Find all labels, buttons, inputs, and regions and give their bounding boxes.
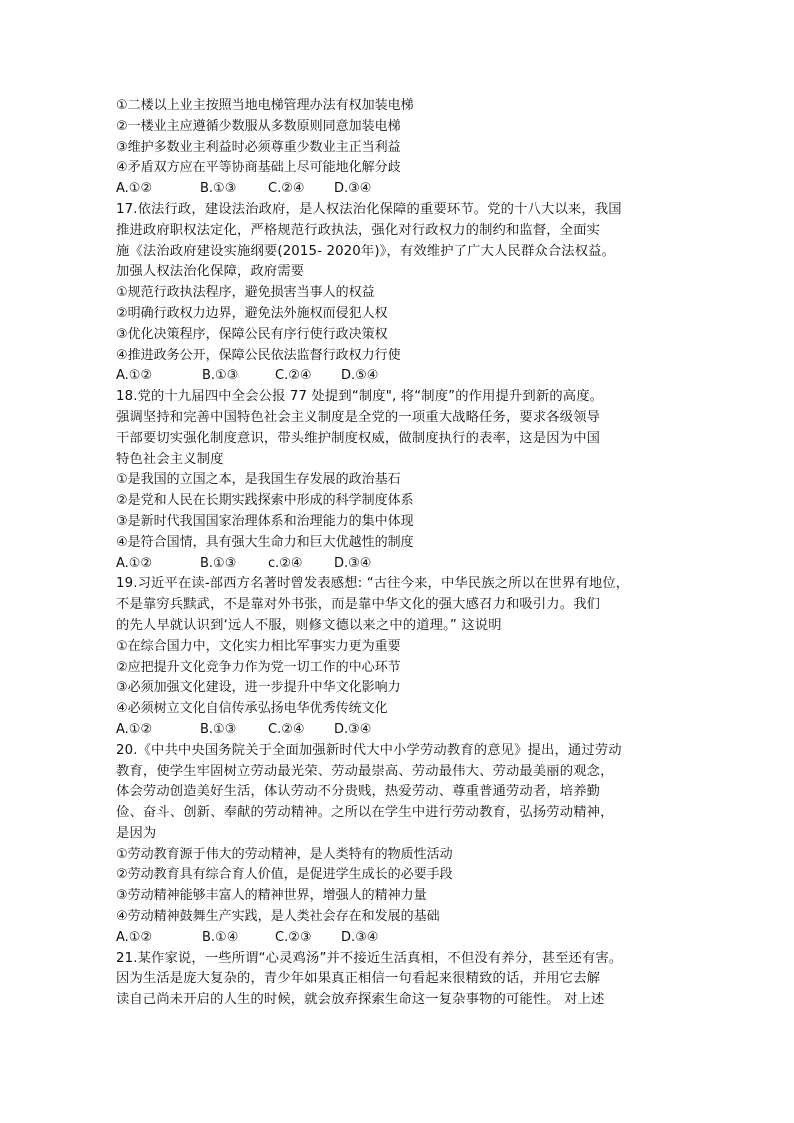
question-stem-line: 的先人早就认识到‘远人不服，则修文德以来之中的道理。” 这说明 bbox=[116, 617, 502, 633]
statement-2: ②是党和人民在长期实践探索中形成的科学制度体系 bbox=[116, 493, 414, 509]
question-20 bbox=[116, 741, 676, 949]
statement-2: ②应把提升文化竞争力作为党一切工作的中心环节 bbox=[116, 659, 401, 675]
question-stem-line: 体会劳动创造美好生活，体认劳动不分贵贱，热爱劳动、尊重普通劳动者，培养勤 bbox=[116, 784, 601, 800]
statement-3: ③优化决策程序，保障公民有序行使行政决策权 bbox=[116, 326, 388, 342]
statement-4: ④必须树立文化自信传承弘扬电华优秀传统文化 bbox=[116, 701, 388, 717]
question-18 bbox=[116, 387, 676, 574]
statement-4: ④推进政务公开，保障公民依法监督行政权力行使 bbox=[116, 347, 401, 363]
option-a: A.①② bbox=[116, 181, 153, 197]
answer-options bbox=[116, 554, 676, 575]
question-stem-line: 21.某作家说，一些所谓“心灵鸡汤”并不接近生活真相，不但没有养分，甚至还有害。 bbox=[116, 950, 623, 966]
question-16 bbox=[116, 96, 676, 200]
question-stem-line: 不是靠穷兵黩武，不是靠对外书张，而是靠中华文化的强大感召力和吸引力。我们 bbox=[116, 597, 601, 613]
question-21 bbox=[116, 949, 676, 1011]
option-c: c.②④ bbox=[268, 555, 303, 571]
statement-1: ①是我国的立国之本，是我国生存发展的政治基石 bbox=[116, 472, 401, 488]
statement-1: ①在综合国力中，文化实力相比军事实力更为重要 bbox=[116, 638, 401, 654]
option-a: A.①② bbox=[116, 929, 153, 945]
option-c: C.②③ bbox=[275, 929, 312, 945]
option-b: B.①④ bbox=[202, 929, 239, 945]
statement-3: ③是新时代我国国家治理体系和治理能力的集中体现 bbox=[116, 513, 414, 529]
answer-options bbox=[116, 720, 676, 741]
question-stem-line: 是因为 bbox=[116, 825, 157, 841]
option-b: B.①③ bbox=[202, 368, 239, 384]
option-d: D.③④ bbox=[334, 181, 372, 197]
statement-3: ③必须加强文化建设，进一步提升中华文化影响力 bbox=[116, 680, 401, 696]
question-stem-line: 俭、奋斗、创新、奉献的劳动精神。之所以在学生中进行劳动教育，弘扬劳动精神， bbox=[116, 805, 614, 821]
option-d: D.③④ bbox=[334, 721, 372, 737]
option-a: A.①② bbox=[116, 368, 153, 384]
statement-4: ④劳动精神鼓舞生产实践，是人类社会存在和发展的基础 bbox=[116, 909, 440, 925]
exam-content bbox=[116, 96, 676, 1011]
statement-1: ①劳动教育源于伟大的劳动精神，是人类特有的物质性活动 bbox=[116, 846, 453, 862]
statement-4: ④矛盾双方应在平等协商基础上尽可能地化解分歧 bbox=[116, 160, 401, 176]
question-stem-line: 施《法治政府建设实施纲要(2015- 2020年)》，有效维护了广大人民群众合法权益。 bbox=[116, 243, 616, 259]
option-c: C.②④ bbox=[275, 368, 312, 384]
statement-3: ③维护多数业主利益时必须尊重少数业主正当利益 bbox=[116, 139, 401, 155]
question-stem-line: 读自己尚未开启的人生的时候，就会放弃探索生命这一复杂事物的可能性。 对上述 bbox=[116, 992, 605, 1008]
question-19 bbox=[116, 574, 676, 740]
statement-1: ①规范行政执法程序，避免损害当事人的权益 bbox=[116, 285, 375, 301]
statement-1: ①二楼以上业主按照当地电梯管理办法有权加装电梯 bbox=[116, 98, 414, 113]
question-stem-line: 强调坚持和完善中国特色社会主义制度是全党的一项重大战略任务，要求各级领导 bbox=[116, 409, 601, 425]
option-d: D.③④ bbox=[334, 555, 372, 571]
question-stem-line: 特色社会主义制度 bbox=[116, 451, 224, 467]
option-b: B.①③ bbox=[200, 555, 237, 571]
question-stem-line: 20.《中共中央国务院关于全面加强新时代大中小学劳动教育的意见》提出，通过劳动 bbox=[116, 742, 622, 758]
option-d: D.③④ bbox=[341, 929, 379, 945]
option-d: D.⑤④ bbox=[341, 368, 379, 384]
statement-2: ②一楼业主应遵循少数服从多数原则同意加装电梯 bbox=[116, 118, 401, 134]
statement-2: ②劳动教育具有综合育人价值，是促进学生成长的必要手段 bbox=[116, 867, 453, 883]
statement-3: ③劳动精神能够丰富人的精神世界，增强人的精神力量 bbox=[116, 888, 427, 904]
question-stem-line: 推进政府职权法定化，严格规范行政执法，强化对行政权力的制约和监督，全面实 bbox=[116, 222, 601, 238]
option-b: B.①③ bbox=[200, 181, 237, 197]
option-b: B.①③ bbox=[200, 721, 237, 737]
question-stem-line: 教育，使学生牢固树立劳动最光荣、劳动最崇高、劳动最伟大、劳动最美丽的观念， bbox=[116, 763, 614, 779]
option-a: A.①② bbox=[116, 721, 153, 737]
option-a: A.①② bbox=[116, 555, 153, 571]
statement-2: ②明确行政权力边界，避免法外施权而侵犯人权 bbox=[116, 305, 388, 321]
option-c: C.②④ bbox=[268, 181, 305, 197]
question-stem-line: 17.依法行政，建设法治政府，是人权法治化保障的重要环节。党的十八大以来，我国 bbox=[116, 201, 622, 217]
option-c: C.②④ bbox=[268, 721, 305, 737]
answer-options bbox=[116, 928, 676, 949]
question-stem-line: 因为生活是庞大复杂的，青少年如果真正相信一句看起来很精致的话，并用它去解 bbox=[116, 971, 601, 987]
question-stem-line: 18.党的十九届四中全会公报 77 处提到“制度", 将“制度”的作用提升到新的高度。 bbox=[116, 389, 604, 405]
question-stem-line: 19.习近平在读-部西方名著时曾发表感想: “古往今来，中华民族之所以在世界有地位， bbox=[116, 576, 630, 592]
question-stem-line: 加强人权法治化保障，政府需要 bbox=[116, 264, 305, 280]
question-17 bbox=[116, 200, 676, 387]
statement-4: ④是符合国情，具有强大生命力和巨大优越性的制度 bbox=[116, 534, 414, 550]
answer-options bbox=[116, 366, 676, 387]
answer-options bbox=[116, 179, 676, 200]
question-stem-line: 干部要切实强化制度意识，带头维护制度权威，做制度执行的表率，这是因为中国 bbox=[116, 430, 601, 446]
